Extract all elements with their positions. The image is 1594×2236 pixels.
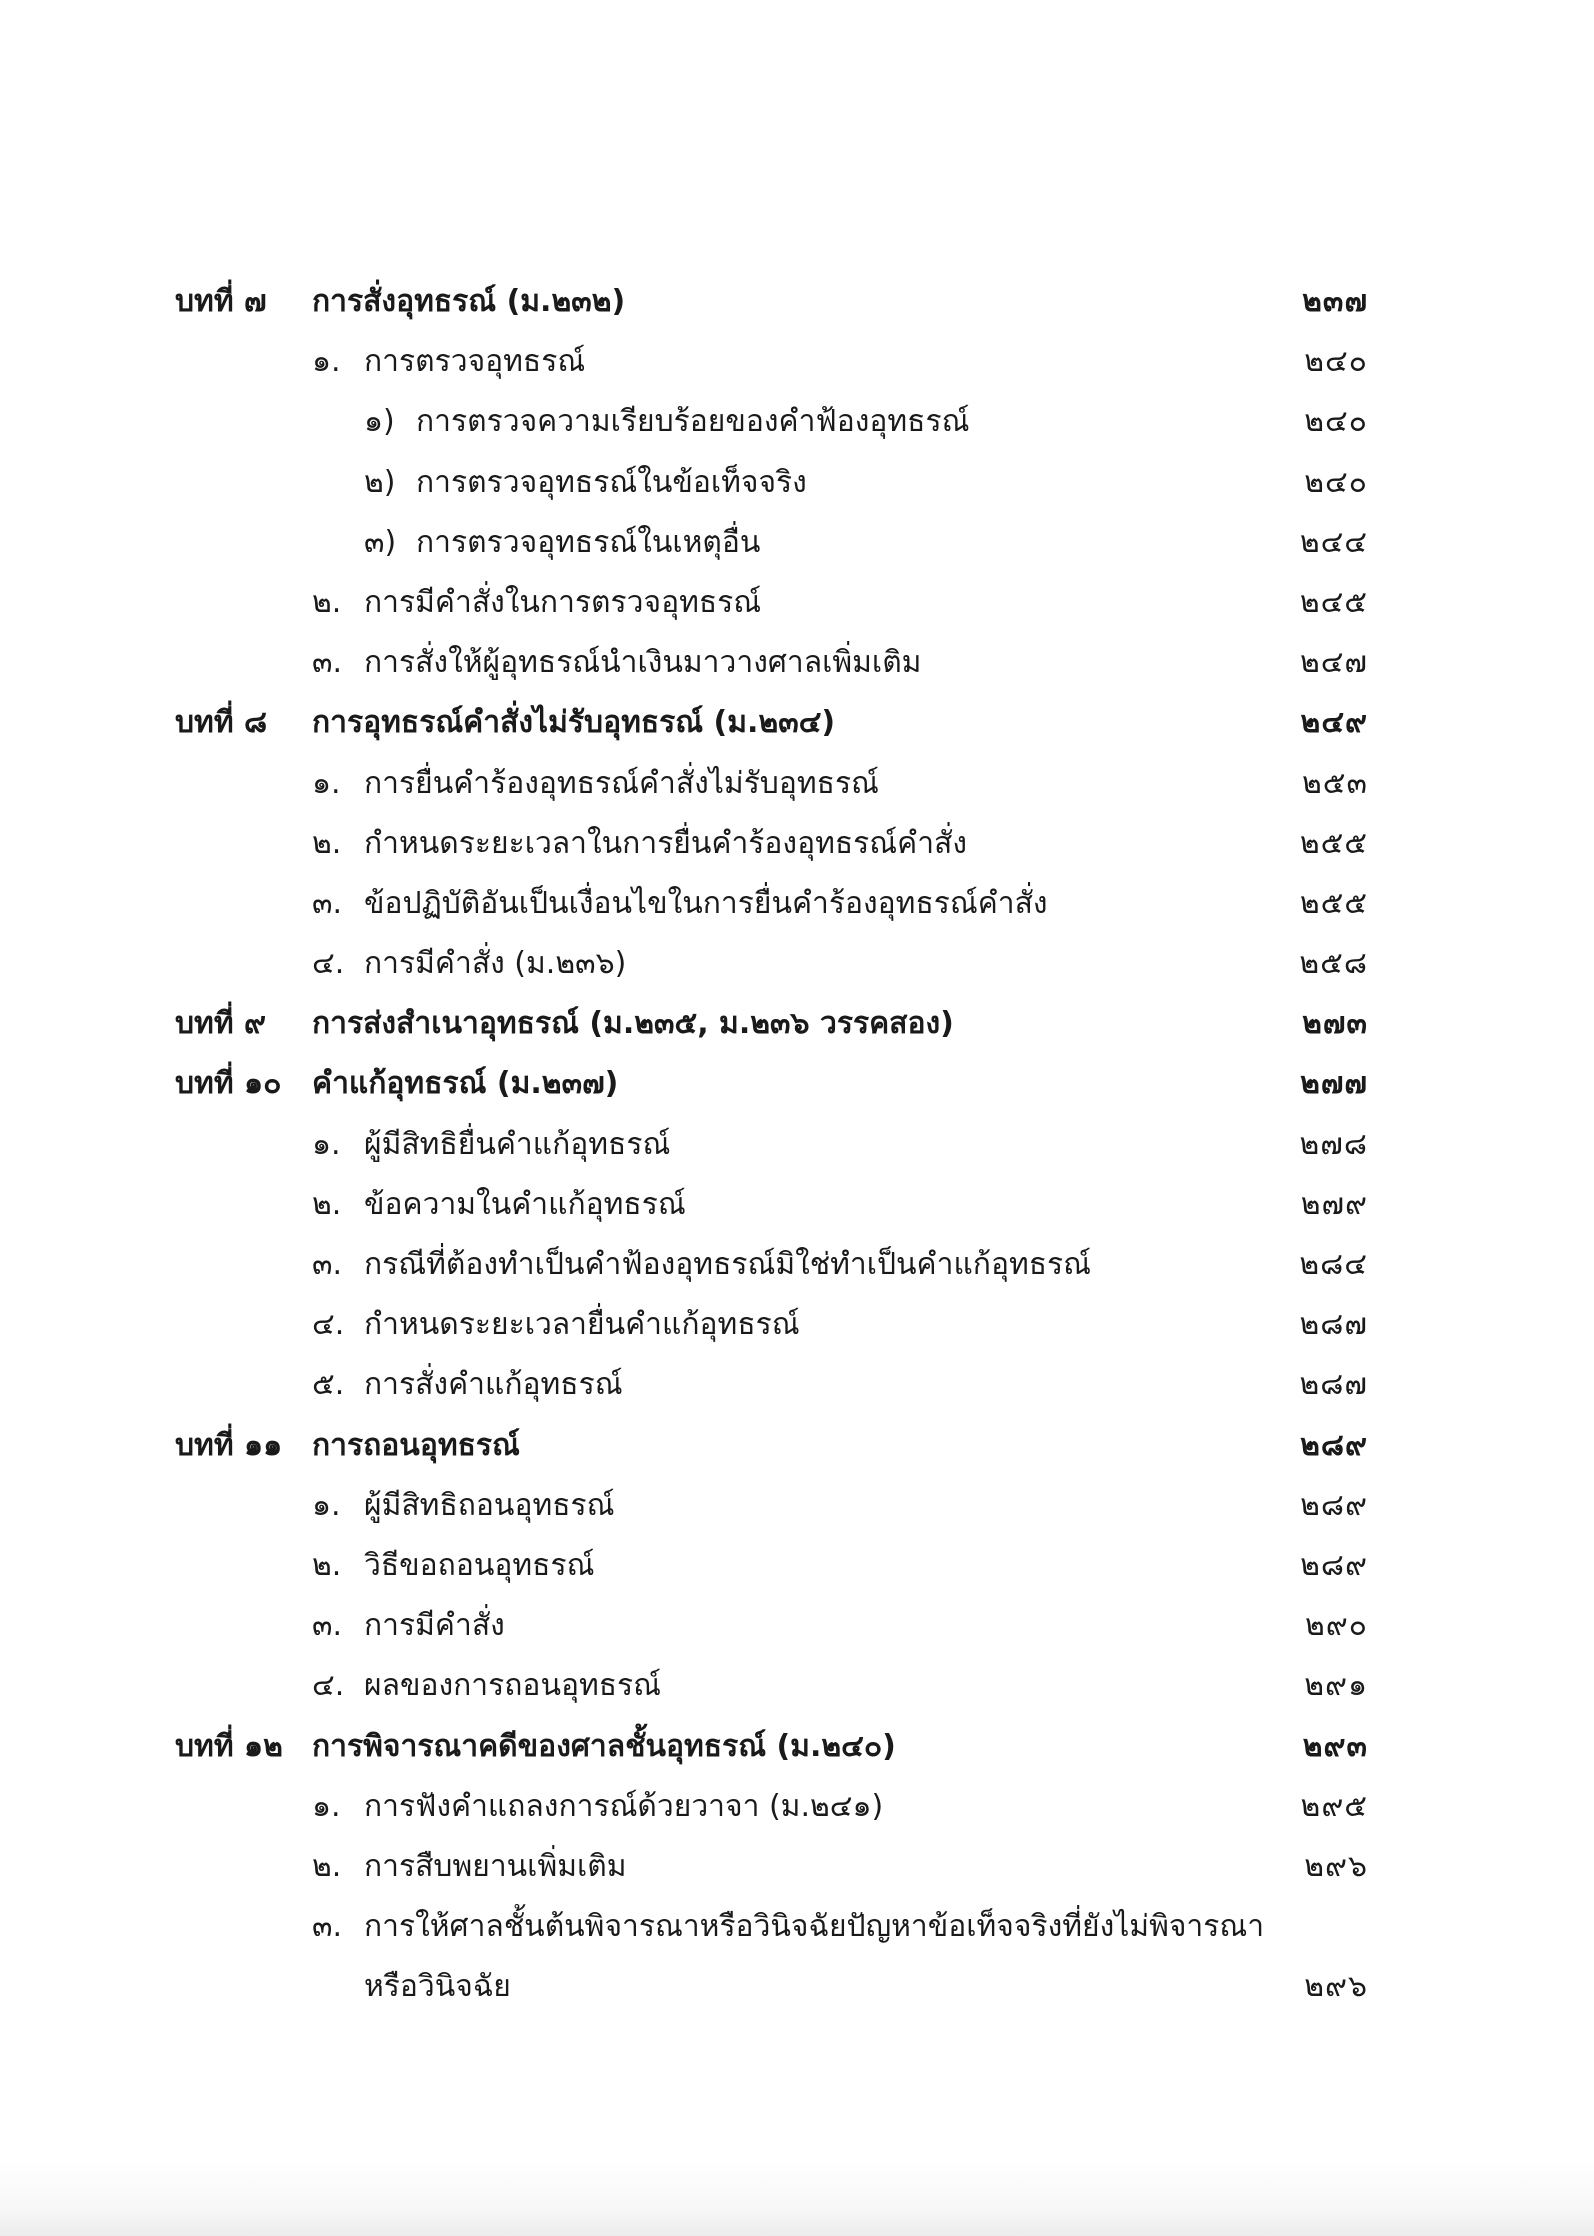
section-number: ๒. — [312, 1186, 342, 1222]
subsection-title: การตรวจอุทธรณ์ในเหตุอื่น — [416, 524, 761, 560]
page-number: ๒๙๐ — [1304, 1608, 1368, 1644]
section-number: ๒. — [312, 584, 342, 620]
toc-chapter-7 — [0, 272, 1594, 332]
section-number: ๓. — [312, 1608, 343, 1644]
page-number: ๒๓๗ — [1302, 284, 1368, 319]
page-number: ๒๘๙ — [1300, 1547, 1368, 1583]
chapter-title: การพิจารณาคดีของศาลชั้นอุทธรณ์ (ม.๒๔๐) — [312, 1728, 896, 1764]
section-number: ๔. — [312, 1668, 345, 1704]
toc-section — [0, 1656, 1594, 1716]
chapter-title: การสั่งอุทธรณ์ (ม.๒๓๒) — [312, 284, 626, 319]
section-number: ๒. — [312, 825, 342, 861]
page-number: ๒๙๑ — [1304, 1668, 1368, 1704]
section-title: การมีคำสั่ง (ม.๒๓๖) — [364, 946, 627, 982]
toc-section — [0, 633, 1594, 693]
subsection-number: ๒) — [364, 464, 396, 500]
section-number: ๔. — [312, 1307, 345, 1343]
chapter-label: บทที่ ๘ — [175, 705, 268, 741]
toc-subsection — [0, 392, 1594, 452]
table-of-contents — [0, 272, 1594, 2017]
toc-section — [0, 814, 1594, 874]
section-number: ๔. — [312, 946, 345, 982]
toc-section — [0, 1115, 1594, 1175]
page-number: ๒๔๔ — [1299, 524, 1368, 560]
section-number: ๒. — [312, 1848, 342, 1884]
toc-section-continuation — [0, 1957, 1594, 2017]
section-title: วิธีขอถอนอุทธรณ์ — [364, 1547, 595, 1583]
toc-section — [0, 1295, 1594, 1355]
page-number: ๒๗๓ — [1302, 1006, 1368, 1042]
section-title: การสืบพยานเพิ่มเติม — [364, 1848, 627, 1884]
page-number: ๒๔๐ — [1304, 404, 1368, 440]
toc-section — [0, 1476, 1594, 1536]
chapter-label: บทที่ ๑๒ — [175, 1728, 283, 1764]
section-number: ๑. — [312, 1487, 341, 1523]
toc-section — [0, 1596, 1594, 1656]
page-number: ๒๕๕ — [1299, 825, 1368, 861]
subsection-number: ๓) — [364, 524, 397, 560]
subsection-number: ๑) — [364, 404, 395, 440]
chapter-title: การถอนอุทธรณ์ — [312, 1427, 520, 1463]
section-title: การยื่นคำร้องอุทธรณ์คำสั่งไม่รับอุทธรณ์ — [364, 765, 879, 801]
page-number: ๒๘๙ — [1300, 1487, 1368, 1523]
toc-subsection — [0, 453, 1594, 513]
page-number: ๒๘๗ — [1299, 1367, 1368, 1403]
chapter-title: การอุทธรณ์คำสั่งไม่รับอุทธรณ์ (ม.๒๓๔) — [312, 705, 836, 741]
section-number: ๑. — [312, 1126, 341, 1162]
section-number: ๑. — [312, 344, 341, 380]
page-number: ๒๔๐ — [1304, 464, 1368, 500]
toc-section — [0, 1536, 1594, 1596]
toc-chapter-10 — [0, 1054, 1594, 1114]
chapter-label: บทที่ ๑๐ — [175, 1066, 282, 1102]
toc-section — [0, 1897, 1594, 1957]
subsection-title: การตรวจความเรียบร้อยของคำฟ้องอุทธรณ์ — [416, 404, 970, 440]
page-number: ๒๙๖ — [1304, 1848, 1368, 1884]
toc-section — [0, 1175, 1594, 1235]
toc-section — [0, 1235, 1594, 1295]
toc-chapter-12 — [0, 1717, 1594, 1777]
toc-section — [0, 573, 1594, 633]
page-number: ๒๔๐ — [1304, 344, 1368, 380]
chapter-label: บทที่ ๗ — [175, 284, 267, 319]
page-number: ๒๘๔ — [1299, 1247, 1368, 1282]
page-number: ๒๕๓ — [1302, 765, 1368, 801]
section-title-continued: หรือวินิจฉัย — [364, 1969, 511, 2005]
page-number: ๒๘๗ — [1299, 1307, 1368, 1343]
toc-subsection — [0, 513, 1594, 573]
toc-chapter-8 — [0, 693, 1594, 753]
section-title: ผลของการถอนอุทธรณ์ — [364, 1668, 661, 1704]
section-number: ๕. — [312, 1367, 345, 1403]
section-title: การให้ศาลชั้นต้นพิจารณาหรือวินิจฉัยปัญหาข้อเท็จจริงที่ยังไม่พิจารณา — [364, 1909, 1265, 1945]
section-number: ๓. — [312, 645, 343, 681]
page-number: ๒๗๙ — [1300, 1186, 1368, 1222]
toc-section — [0, 754, 1594, 814]
page-number: ๒๕๕ — [1299, 885, 1368, 921]
section-title: การมีคำสั่ง — [364, 1608, 505, 1644]
section-title: ผู้มีสิทธิยื่นคำแก้อุทธรณ์ — [364, 1126, 671, 1162]
section-number: ๓. — [312, 885, 343, 921]
chapter-title: คำแก้อุทธรณ์ (ม.๒๓๗) — [312, 1066, 619, 1102]
page-number: ๒๙๖ — [1304, 1969, 1368, 2005]
chapter-label: บทที่ ๙ — [175, 1006, 267, 1042]
section-title: กำหนดระยะเวลาในการยื่นคำร้องอุทธรณ์คำสั่ง — [364, 825, 968, 861]
section-title: ผู้มีสิทธิถอนอุทธรณ์ — [364, 1487, 615, 1523]
section-number: ๑. — [312, 765, 341, 801]
page-number: ๒๔๕ — [1299, 584, 1368, 620]
section-title: การสั่งให้ผู้อุทธรณ์นำเงินมาวางศาลเพิ่มเติม — [364, 645, 922, 681]
toc-section — [0, 1355, 1594, 1415]
section-number: ๒. — [312, 1547, 342, 1583]
page-number: ๒๗๗ — [1300, 1066, 1368, 1102]
page-number: ๒๘๙ — [1300, 1427, 1368, 1463]
section-title: กำหนดระยะเวลายื่นคำแก้อุทธรณ์ — [364, 1307, 800, 1343]
section-title: การฟังคำแถลงการณ์ด้วยวาจา (ม.๒๔๑) — [364, 1788, 884, 1824]
section-title: การสั่งคำแก้อุทธรณ์ — [364, 1367, 623, 1403]
page-number: ๒๙๓ — [1302, 1728, 1368, 1764]
section-title: การตรวจอุทธรณ์ — [364, 344, 586, 380]
section-number: ๑. — [312, 1788, 341, 1824]
subsection-title: การตรวจอุทธรณ์ในข้อเท็จจริง — [416, 464, 807, 500]
page-number: ๒๕๘ — [1299, 946, 1368, 982]
chapter-label: บทที่ ๑๑ — [175, 1427, 283, 1463]
toc-section — [0, 1777, 1594, 1837]
toc-section — [0, 1837, 1594, 1897]
section-title: ข้อความในคำแก้อุทธรณ์ — [364, 1186, 686, 1222]
chapter-title: การส่งสำเนาอุทธรณ์ (ม.๒๓๕, ม.๒๓๖ วรรคสอง) — [312, 1006, 954, 1042]
section-title: กรณีที่ต้องทำเป็นคำฟ้องอุทธรณ์มิใช่ทำเป็นคำแก้อุทธรณ์ — [364, 1247, 1092, 1282]
toc-section — [0, 332, 1594, 392]
section-title: การมีคำสั่งในการตรวจอุทธรณ์ — [364, 584, 762, 620]
section-number: ๓. — [312, 1909, 343, 1945]
page-number: ๒๙๕ — [1300, 1788, 1368, 1824]
page-number: ๒๔๙ — [1300, 705, 1368, 741]
toc-chapter-9 — [0, 994, 1594, 1054]
section-title: ข้อปฏิบัติอันเป็นเงื่อนไขในการยื่นคำร้องอุทธรณ์คำสั่ง — [364, 885, 1048, 921]
page-number: ๒๗๘ — [1299, 1126, 1368, 1162]
toc-section — [0, 934, 1594, 994]
page-number: ๒๔๗ — [1299, 645, 1368, 681]
section-number: ๓. — [312, 1247, 343, 1282]
toc-section — [0, 874, 1594, 934]
toc-chapter-11 — [0, 1416, 1594, 1476]
